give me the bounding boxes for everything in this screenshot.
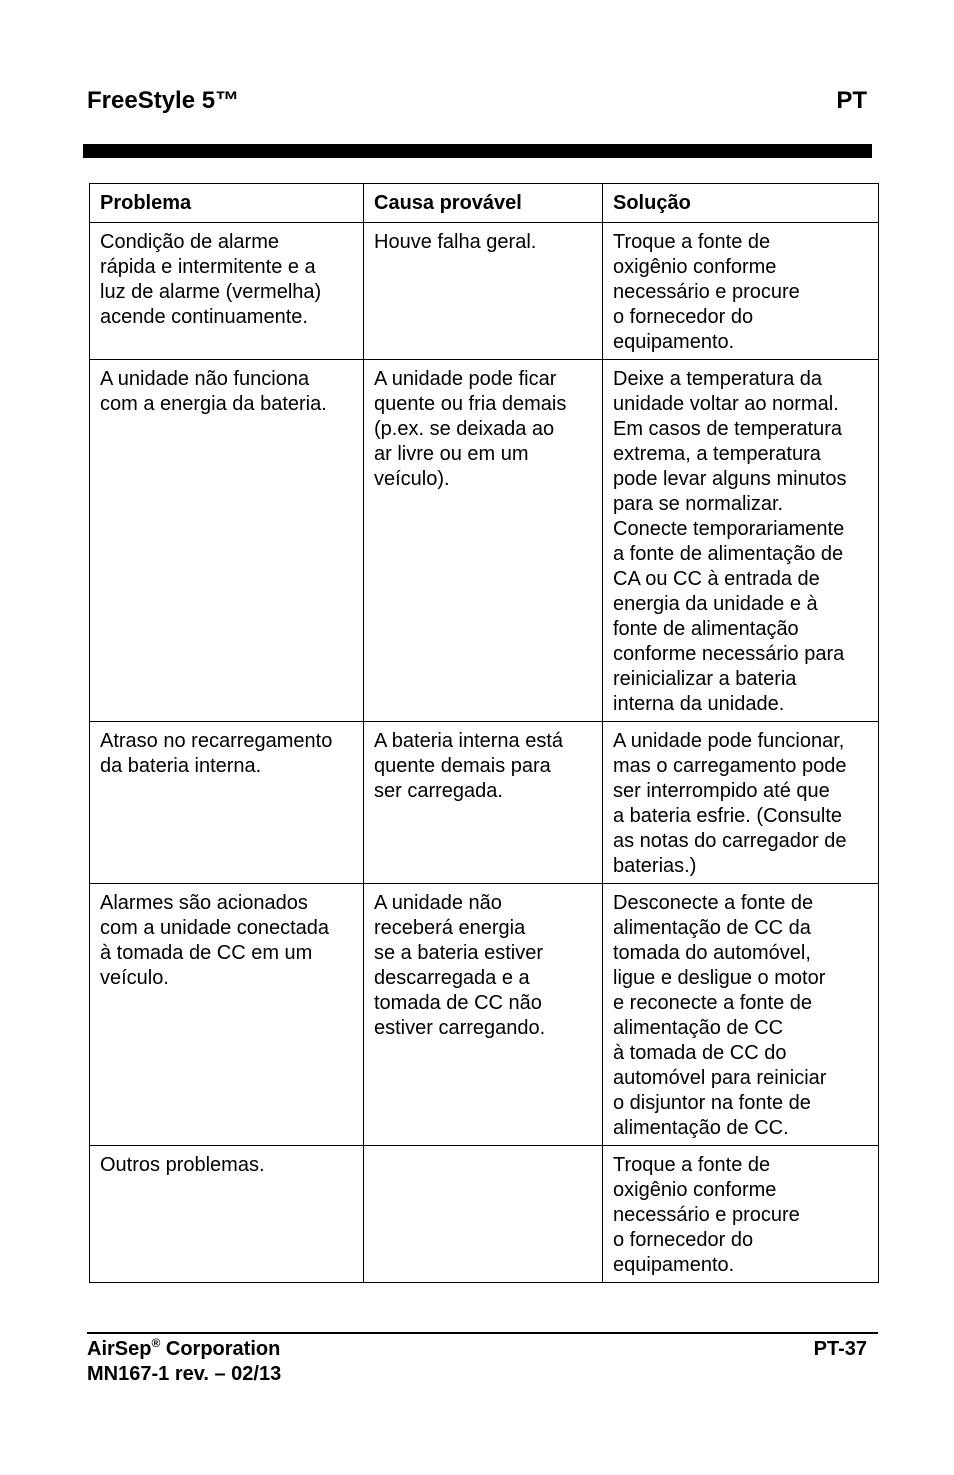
company-brand: AirSep [87,1338,152,1360]
table-row [90,360,879,722]
company-suffix: Corporation [160,1338,281,1360]
page-number: PT-37 [813,1338,867,1360]
column-header-cause: Causa provável [364,184,603,223]
footer-rule [87,1332,878,1334]
column-header-solution: Solução [603,184,879,223]
column-header-problem: Problema [90,184,364,223]
problem-cell: A unidade não funciona com a energia da bateria. [90,360,364,722]
solution-cell: Troque a fonte de oxigênio conforme necessário e procure o fornecedor do equipamento. [603,1146,879,1283]
solution-cell: Troque a fonte de oxigênio conforme necessário e procure o fornecedor do equipamento. [603,223,879,360]
problem-cell: Atraso no recarregamento da bateria interna. [90,722,364,884]
table-header-row [90,184,879,223]
problem-cell: Condição de alarme rápida e intermitente e a luz de alarme (vermelha) acende continuamente. [90,223,364,360]
solution-cell: Desconecte a fonte de alimentação de CC da tomada do automóvel, ligue e desligue o motor e reconecte a fonte de alimentação de CC à tomada de CC do automóvel para reiniciar o disjuntor na fonte de alimentação de CC. [603,884,879,1146]
cause-cell: A unidade não receberá energia se a bateria estiver descarregada e a tomada de CC não estiver carregando. [364,884,603,1146]
cause-cell: A unidade pode ficar quente ou fria demais (p.ex. se deixada ao ar livre ou em um veículo). [364,360,603,722]
solution-cell: A unidade pode funcionar, mas o carregamento pode ser interrompido até que a bateria esfrie. (Consulte as notas do carregador de baterias.) [603,722,879,884]
solution-cell: Deixe a temperatura da unidade voltar ao normal. Em casos de temperatura extrema, a temperatura pode levar alguns minutos para se normalizar. Conecte temporariamente a fonte de alimentação de CA ou CC à entrada de energia da unidade e à fonte de alimentação conforme necessário para reinicializar a bateria interna da unidade. [603,360,879,722]
registered-mark: ® [151,1336,161,1350]
page-title: FreeStyle 5™ [87,87,240,114]
troubleshooting-table [89,183,879,1283]
header-rule [83,144,872,158]
footer-company-block [87,1337,281,1387]
problem-cell: Outros problemas. [90,1146,364,1283]
table-row [90,223,879,360]
document-revision: MN167-1 rev. – 02/13 [87,1363,282,1385]
problem-cell: Alarmes são acionados com a unidade conectada à tomada de CC em um veículo. [90,884,364,1146]
cause-cell [364,1146,603,1283]
cause-cell: A bateria interna está quente demais para ser carregada. [364,722,603,884]
company-name [87,1337,281,1362]
table-row [90,1146,879,1283]
table-row [90,722,879,884]
table-row [90,884,879,1146]
language-code: PT [836,87,867,114]
cause-cell: Houve falha geral. [364,223,603,360]
